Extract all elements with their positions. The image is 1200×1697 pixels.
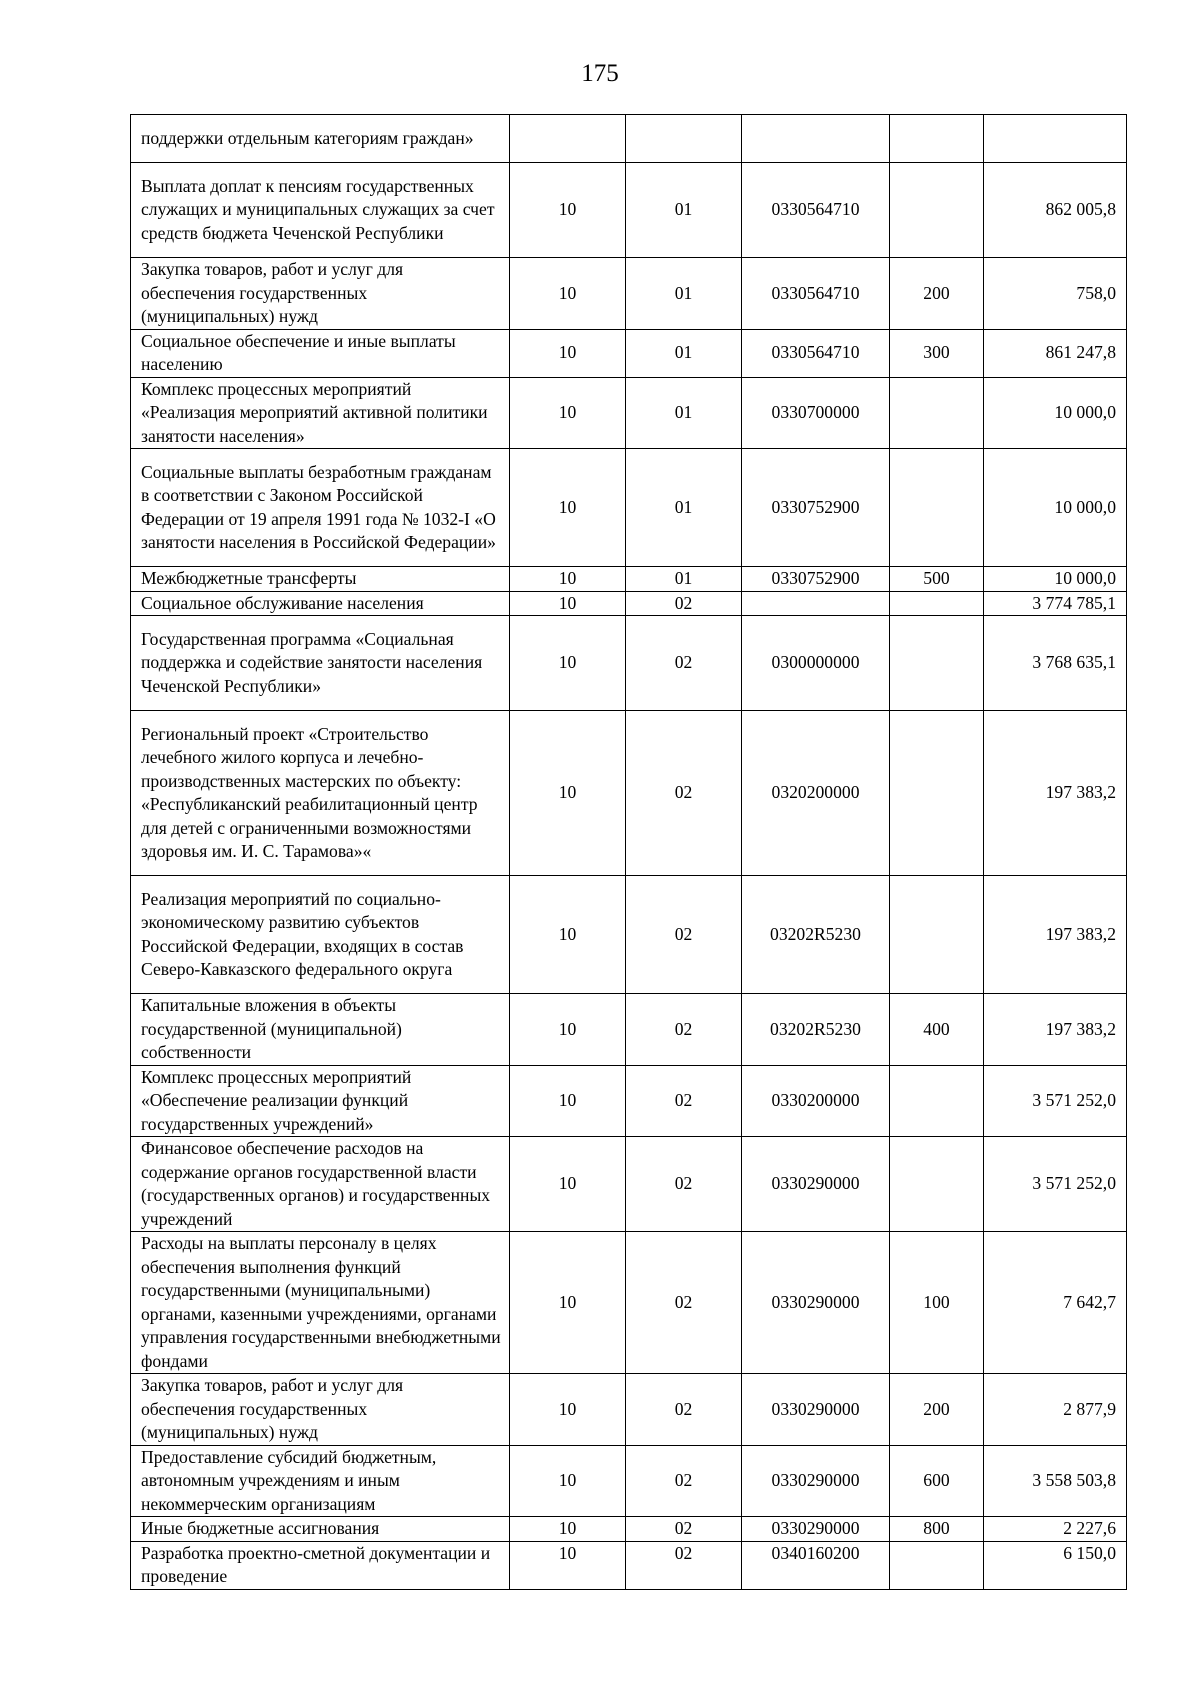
row-target-code: 0330564710	[742, 329, 890, 377]
row-expense-type: 800	[890, 1517, 984, 1542]
row-subsection: 02	[626, 1541, 742, 1589]
table-row	[131, 329, 1127, 377]
row-expense-type	[890, 876, 984, 994]
row-amount: 2 877,9	[984, 1374, 1127, 1446]
table-row	[131, 591, 1127, 616]
row-name: Предоставление субсидий бюджетным, автономным учреждениям и иным некоммерческим организациям	[131, 1445, 510, 1517]
row-amount: 197 383,2	[984, 876, 1127, 994]
row-target-code: 03202R5230	[742, 994, 890, 1066]
row-section: 10	[510, 1541, 626, 1589]
row-name: поддержки отдельным категориям граждан»	[131, 115, 510, 163]
row-section: 10	[510, 616, 626, 711]
row-section: 10	[510, 567, 626, 592]
row-subsection: 02	[626, 616, 742, 711]
row-subsection: 02	[626, 1517, 742, 1542]
row-amount	[984, 115, 1127, 163]
row-section: 10	[510, 1445, 626, 1517]
row-subsection	[626, 115, 742, 163]
row-section: 10	[510, 163, 626, 258]
row-name: Межбюджетные трансферты	[131, 567, 510, 592]
row-section: 10	[510, 1137, 626, 1232]
row-target-code: 0330564710	[742, 258, 890, 330]
row-name: Комплекс процессных мероприятий «Обеспечение реализации функций государственных учреждений»	[131, 1065, 510, 1137]
row-section: 10	[510, 876, 626, 994]
row-amount: 3 558 503,8	[984, 1445, 1127, 1517]
row-section: 10	[510, 591, 626, 616]
row-expense-type: 200	[890, 258, 984, 330]
table-row	[131, 115, 1127, 163]
row-amount: 10 000,0	[984, 449, 1127, 567]
row-subsection: 02	[626, 1065, 742, 1137]
row-expense-type	[890, 377, 984, 449]
table-row	[131, 711, 1127, 876]
row-target-code: 0330564710	[742, 163, 890, 258]
row-target-code: 0330700000	[742, 377, 890, 449]
row-target-code: 0340160200	[742, 1541, 890, 1589]
row-target-code	[742, 591, 890, 616]
row-subsection: 02	[626, 876, 742, 994]
row-amount: 197 383,2	[984, 994, 1127, 1066]
table-row	[131, 616, 1127, 711]
row-section: 10	[510, 1374, 626, 1446]
row-target-code: 0330200000	[742, 1065, 890, 1137]
row-subsection: 02	[626, 711, 742, 876]
row-expense-type	[890, 115, 984, 163]
row-section: 10	[510, 329, 626, 377]
row-section: 10	[510, 1517, 626, 1542]
row-target-code: 0330752900	[742, 567, 890, 592]
row-expense-type	[890, 163, 984, 258]
row-expense-type	[890, 449, 984, 567]
page-number: 175	[581, 60, 619, 87]
table-row	[131, 876, 1127, 994]
row-target-code: 0330752900	[742, 449, 890, 567]
row-subsection: 01	[626, 163, 742, 258]
table-row	[131, 1541, 1127, 1589]
table-row	[131, 377, 1127, 449]
row-amount: 861 247,8	[984, 329, 1127, 377]
row-amount: 3 768 635,1	[984, 616, 1127, 711]
budget-table	[130, 114, 1127, 1590]
row-amount: 6 150,0	[984, 1541, 1127, 1589]
row-subsection: 01	[626, 567, 742, 592]
row-name: Разработка проектно-сметной документации и проведение	[131, 1541, 510, 1589]
row-amount: 10 000,0	[984, 377, 1127, 449]
row-expense-type: 100	[890, 1232, 984, 1374]
table-row	[131, 1445, 1127, 1517]
row-section: 10	[510, 711, 626, 876]
row-name: Иные бюджетные ассигнования	[131, 1517, 510, 1542]
row-expense-type	[890, 1541, 984, 1589]
row-subsection: 01	[626, 449, 742, 567]
table-row	[131, 567, 1127, 592]
table-row	[131, 1517, 1127, 1542]
row-name: Расходы на выплаты персоналу в целях обеспечения выполнения функций государственными (муниципальными) органами, казенными учреждениями, органами управления государственными внебюджетными фондами	[131, 1232, 510, 1374]
row-amount: 2 227,6	[984, 1517, 1127, 1542]
row-expense-type	[890, 591, 984, 616]
row-section: 10	[510, 1065, 626, 1137]
row-section	[510, 115, 626, 163]
row-name: Региональный проект «Строительство лечебного жилого корпуса и лечебно-производственных мастерских по объекту: «Республиканский реабилитационный центр для детей с ограниченными возможностями здоровья им. И. С. Тарамова»«	[131, 711, 510, 876]
row-section: 10	[510, 449, 626, 567]
table-row	[131, 163, 1127, 258]
row-target-code: 0300000000	[742, 616, 890, 711]
row-expense-type: 500	[890, 567, 984, 592]
row-expense-type: 600	[890, 1445, 984, 1517]
row-name: Финансовое обеспечение расходов на содержание органов государственной власти (государственных органов) и государственных учреждений	[131, 1137, 510, 1232]
table-row	[131, 994, 1127, 1066]
row-name: Государственная программа «Социальная поддержка и содействие занятости населения Чеченской Республики»	[131, 616, 510, 711]
row-amount: 862 005,8	[984, 163, 1127, 258]
row-expense-type: 200	[890, 1374, 984, 1446]
row-expense-type	[890, 616, 984, 711]
row-target-code: 0330290000	[742, 1517, 890, 1542]
table-row	[131, 449, 1127, 567]
row-target-code: 03202R5230	[742, 876, 890, 994]
row-subsection: 01	[626, 258, 742, 330]
row-target-code: 0330290000	[742, 1374, 890, 1446]
row-name: Реализация мероприятий по социально-экономическому развитию субъектов Российской Федерации, входящих в состав Северо-Кавказского федерального округа	[131, 876, 510, 994]
row-target-code: 0330290000	[742, 1232, 890, 1374]
table-row	[131, 258, 1127, 330]
row-name: Закупка товаров, работ и услуг для обеспечения государственных (муниципальных) нужд	[131, 1374, 510, 1446]
row-name: Комплекс процессных мероприятий «Реализация мероприятий активной политики занятости населения»	[131, 377, 510, 449]
row-target-code: 0320200000	[742, 711, 890, 876]
row-amount: 7 642,7	[984, 1232, 1127, 1374]
row-amount: 3 774 785,1	[984, 591, 1127, 616]
row-section: 10	[510, 258, 626, 330]
row-name: Закупка товаров, работ и услуг для обеспечения государственных (муниципальных) нужд	[131, 258, 510, 330]
row-amount: 197 383,2	[984, 711, 1127, 876]
row-expense-type: 300	[890, 329, 984, 377]
row-amount: 3 571 252,0	[984, 1065, 1127, 1137]
row-subsection: 02	[626, 1232, 742, 1374]
row-subsection: 02	[626, 994, 742, 1066]
row-name: Социальное обеспечение и иные выплаты населению	[131, 329, 510, 377]
row-name: Выплата доплат к пенсиям государственных служащих и муниципальных служащих за счет средств бюджета Чеченской Республики	[131, 163, 510, 258]
row-subsection: 01	[626, 377, 742, 449]
row-expense-type	[890, 1065, 984, 1137]
row-amount: 10 000,0	[984, 567, 1127, 592]
row-target-code: 0330290000	[742, 1137, 890, 1232]
table-row	[131, 1232, 1127, 1374]
row-name: Социальные выплаты безработным гражданам в соответствии с Законом Российской Федерации от 19 апреля 1991 года № 1032-I «О занятости населения в Российской Федерации»	[131, 449, 510, 567]
row-section: 10	[510, 994, 626, 1066]
row-subsection: 02	[626, 1374, 742, 1446]
row-expense-type: 400	[890, 994, 984, 1066]
row-subsection: 02	[626, 591, 742, 616]
table-row	[131, 1374, 1127, 1446]
row-subsection: 02	[626, 1445, 742, 1517]
table-row	[131, 1065, 1127, 1137]
row-section: 10	[510, 377, 626, 449]
row-amount: 758,0	[984, 258, 1127, 330]
row-section: 10	[510, 1232, 626, 1374]
table-row	[131, 1137, 1127, 1232]
row-target-code: 0330290000	[742, 1445, 890, 1517]
row-subsection: 01	[626, 329, 742, 377]
row-amount: 3 571 252,0	[984, 1137, 1127, 1232]
row-name: Социальное обслуживание населения	[131, 591, 510, 616]
row-subsection: 02	[626, 1137, 742, 1232]
row-name: Капитальные вложения в объекты государственной (муниципальной) собственности	[131, 994, 510, 1066]
row-target-code	[742, 115, 890, 163]
row-expense-type	[890, 711, 984, 876]
row-expense-type	[890, 1137, 984, 1232]
